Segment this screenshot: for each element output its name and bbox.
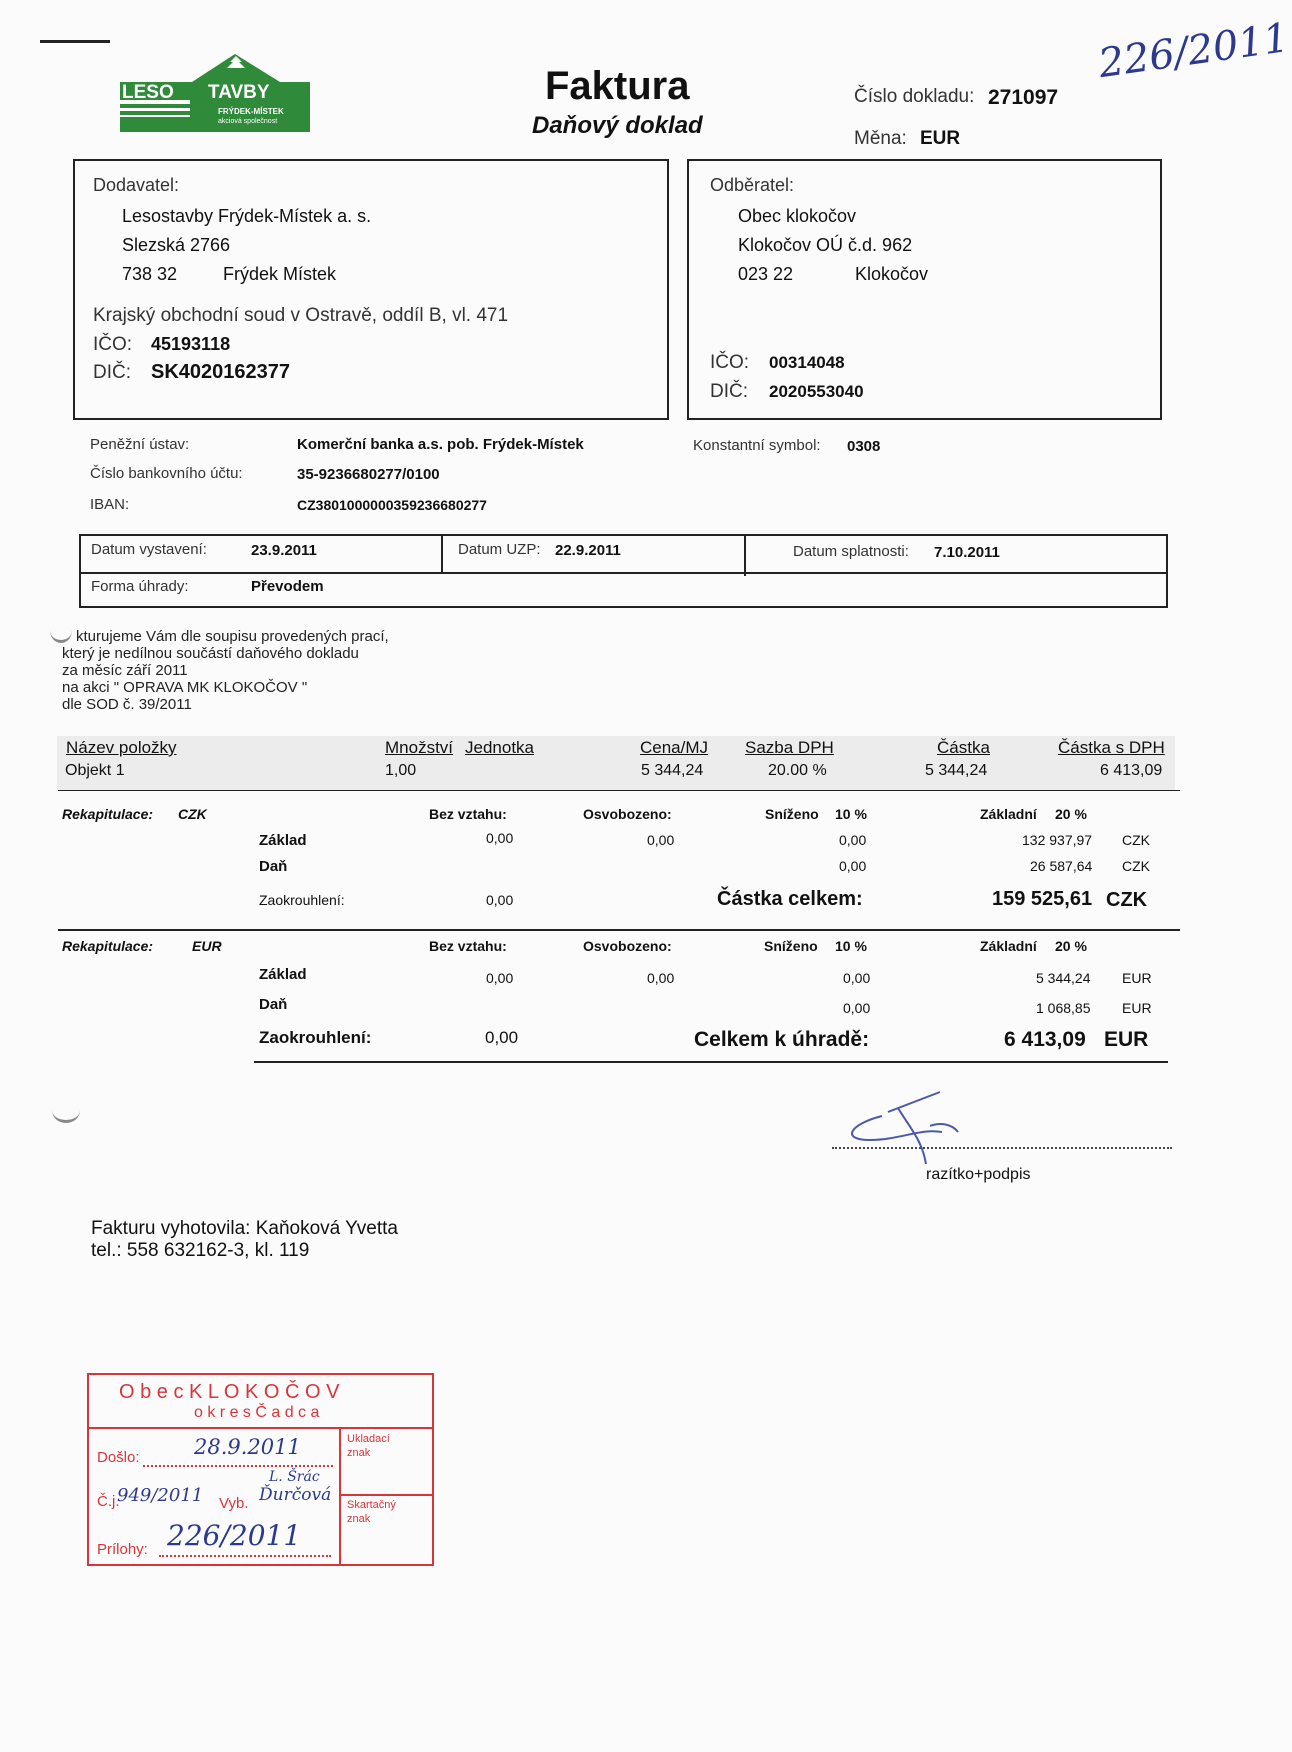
col-unit-price: Cena/MJ <box>640 738 709 757</box>
supplier-box <box>73 159 669 420</box>
currency-label: Měna: <box>854 128 907 149</box>
doc-number: 271097 <box>988 86 1059 109</box>
uzp-label: Datum UZP: <box>458 541 541 558</box>
handwritten-number: 226/2011 <box>1095 14 1292 88</box>
issuer-phone: tel.: 558 632162-3, kl. 119 <box>91 1240 310 1261</box>
customer-box <box>687 159 1162 420</box>
customer-dic: 2020553040 <box>769 382 864 401</box>
invoice-title: Faktura <box>545 64 690 108</box>
account-label: Číslo bankovního účtu: <box>90 465 243 482</box>
received-stamp: O b e c K L O K O Č O V o k r e s Č a d c a Došlo: 28.9.2011 L. Šrác Č.j. 949/2011 Vyb. Ďurčová Prílohy: 226/2011 Ukladací znak Skartačný znak <box>87 1373 434 1566</box>
iban-value: CZ3801000000359236680277 <box>297 497 487 513</box>
supplier-ico-label: IČO: <box>93 334 133 355</box>
account-number: 35-9236680277/0100 <box>297 466 440 483</box>
constant-symbol-label: Konstantní symbol: <box>693 437 821 454</box>
supplier-city: Frýdek Místek <box>223 264 337 284</box>
due-date-label: Datum splatnosti: <box>793 543 909 560</box>
bank-name: Komerční banka a.s. pob. Frýdek-Místek <box>297 436 584 453</box>
supplier-dic: SK4020162377 <box>151 361 291 383</box>
uzp-date: 22.9.2011 <box>555 542 621 559</box>
attachments-number: 226/2011 <box>167 1519 302 1552</box>
iban-label: IBAN: <box>90 496 130 513</box>
col-amount-vat: Částka s DPH <box>1058 738 1165 757</box>
punch-hole-mark <box>50 618 72 643</box>
company-logo: LESO TAVBY FRÝDEK-MÍSTEK akciová společnost <box>120 52 310 140</box>
reference-number: 949/2011 <box>117 1485 204 1506</box>
payment-method: Převodem <box>251 578 324 595</box>
items-table: Název položky Množství Jednotka Cena/MJ Sazba DPH Částka Částka s DPH Objekt 1 1,00 5 344,24 20.00 % 5 344,24 6 413,09 <box>57 736 1175 790</box>
supplier-dic-label: DIČ: <box>93 362 131 383</box>
issue-date-label: Datum vystavení: <box>91 541 207 558</box>
scan-mark <box>40 40 110 43</box>
total-czk: 159 525,61 <box>992 888 1093 910</box>
total-eur-label: Celkem k úhradě: <box>694 1028 870 1051</box>
recap-eur: Rekapitulace: EUR Bez vztahu: Osvobozeno: Sníženo 10 % Základní 20 % Základ 0,00 0,00 0,00 5 344,24 EUR Daň 0,00 1 068,85 EUR Zaokrouhlení: 0,00 Celkem k úhradě: 6 413,09 EUR <box>62 938 1152 1051</box>
total-czk-label: Částka celkem: <box>717 888 863 910</box>
signature <box>830 1088 990 1168</box>
supplier-court: Krajský obchodní soud v Ostravě, oddíl B, vl. 471 <box>93 305 509 326</box>
customer-label: Odběratel: <box>710 175 795 195</box>
currency-value: EUR <box>920 128 961 149</box>
processed-by: Ďurčová <box>259 1485 332 1505</box>
bank-label: Peněžní ústav: <box>90 436 190 453</box>
invoice-subtitle: Daňový doklad <box>532 112 703 139</box>
dates-box <box>79 534 1168 608</box>
col-quantity: Množství <box>385 738 454 757</box>
col-unit: Jednotka <box>465 738 534 757</box>
total-eur: 6 413,09 <box>1004 1028 1086 1051</box>
payment-label: Forma úhrady: <box>91 578 189 595</box>
received-date: 28.9.2011 <box>194 1435 301 1459</box>
col-amount: Částka <box>937 738 990 757</box>
customer-zip: 023 22 <box>738 264 794 284</box>
signature-caption: razítko+podpis <box>926 1166 1031 1183</box>
punch-hole-mark <box>52 1098 80 1123</box>
customer-name: Obec klokočov <box>738 206 857 226</box>
issue-date: 23.9.2011 <box>251 542 317 559</box>
issuer-name: Fakturu vyhotovila: Kaňoková Yvetta <box>91 1218 398 1239</box>
doc-number-label: Číslo dokladu: <box>854 86 975 107</box>
supplier-street: Slezská 2766 <box>122 235 231 255</box>
col-vat-rate: Sazba DPH <box>745 738 834 757</box>
recap-czk: Rekapitulace: CZK Bez vztahu: Osvobozeno: Sníženo 10 % Základní 20 % Základ 0,00 0,00 0,00 132 937,97 CZK Daň 0,00 26 587,64 CZK Zaokrouhlení: 0,00 Částka celkem: 159 525,61 CZK <box>62 806 1150 911</box>
received-handler: L. Šrác <box>269 1469 320 1485</box>
customer-street: Klokočov OÚ č.d. 962 <box>738 235 913 255</box>
customer-dic-label: DIČ: <box>710 381 748 402</box>
col-name: Název položky <box>66 738 177 757</box>
total-eur-currency: EUR <box>1104 1028 1149 1051</box>
constant-symbol: 0308 <box>847 438 881 455</box>
customer-ico: 00314048 <box>769 353 845 372</box>
intro-text: kturujeme Vám dle soupisu provedených prací, který je nedílnou součástí daňového dokladu za měsíc září 2011 na akci " OPRAVA MK KLOKOČOV " dle SOD č. 39/2011 <box>62 628 389 713</box>
customer-city: Klokočov <box>855 264 929 284</box>
supplier-ico: 45193118 <box>151 334 231 354</box>
supplier-label: Dodavatel: <box>93 175 180 195</box>
total-czk-currency: CZK <box>1106 889 1148 911</box>
due-date: 7.10.2011 <box>934 544 1000 561</box>
supplier-name: Lesostavby Frýdek-Místek a. s. <box>122 206 372 226</box>
signature-line <box>832 1147 1172 1149</box>
supplier-zip: 738 32 <box>122 264 178 284</box>
customer-ico-label: IČO: <box>710 352 750 373</box>
